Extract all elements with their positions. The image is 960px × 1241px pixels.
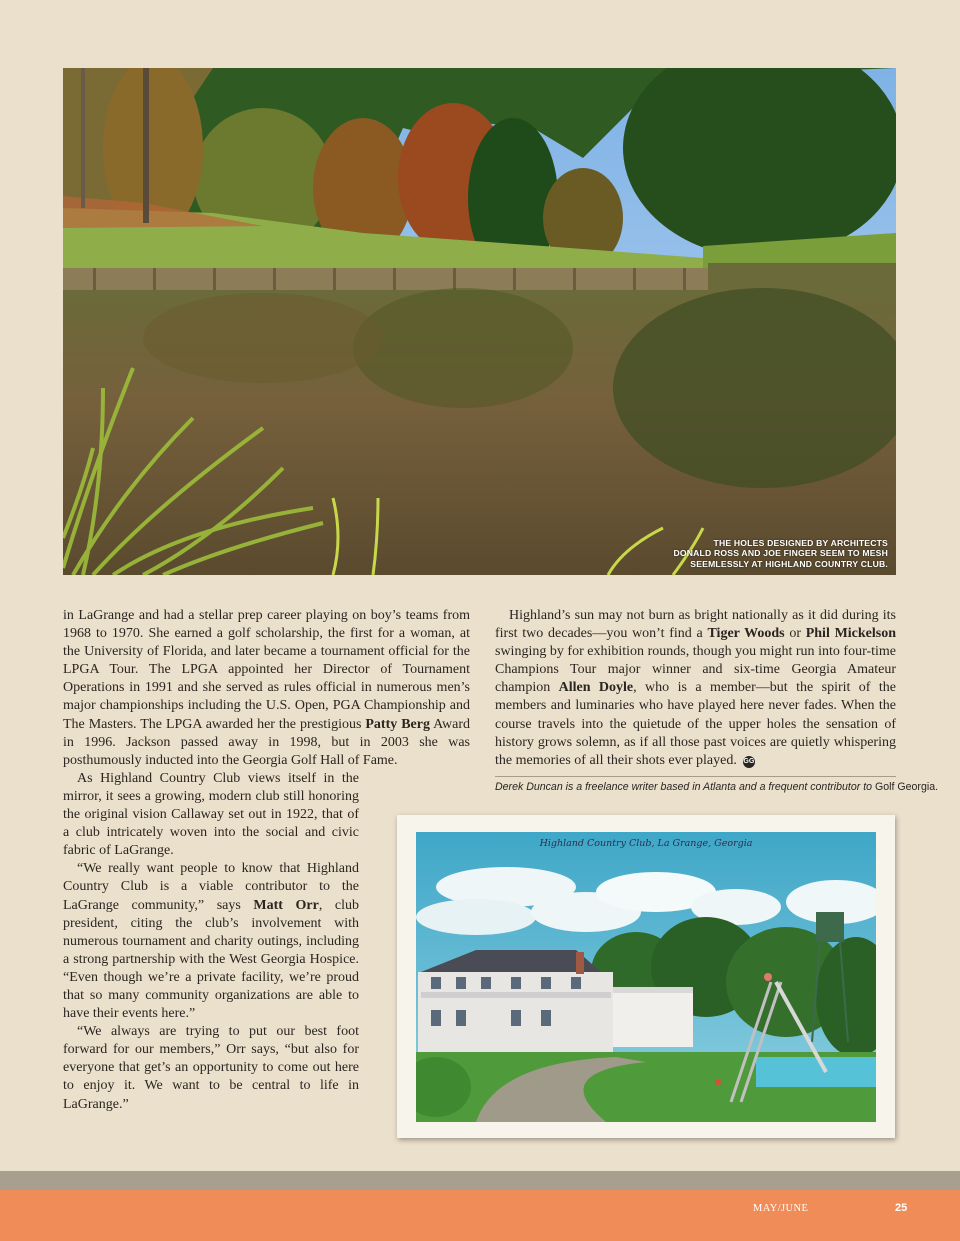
page-number: 25 — [895, 1202, 908, 1214]
postcard-title: Highland Country Club, La Grange, Georgia — [539, 838, 753, 849]
lake-photo-art — [63, 68, 896, 575]
right-column — [495, 607, 896, 770]
paragraph-text: , club president, citing the club’s involvement with numerous tournament and charity outings, including a strong partnership with the West Georgia Hospice. “Even though we’re a private facility, we’re proud that so many community organizations are able to have their events here.” — [63, 897, 360, 1022]
paragraph — [63, 860, 359, 1023]
paragraph-text: Highland’s sun may not burn as bright nationally as it did during its first two decades—you won’t find a — [495, 608, 896, 642]
paragraph — [495, 607, 896, 770]
magazine-name: Golf Georgia. — [875, 781, 939, 793]
paragraph — [63, 607, 470, 770]
footer-divider — [0, 1171, 960, 1190]
photo-caption: THE HOLES DESIGNED BY ARCHITECTS DONALD ROSS AND JOE FINGER SEEM TO MESH SEEMLESSLY AT HIGHLAND COUNTRY CLUB. — [673, 537, 888, 569]
bio-text: Derek Duncan is a freelance writer based in Atlanta and a frequent contributor to — [495, 781, 876, 793]
bold-name: Matt Orr — [253, 897, 319, 913]
bold-name: Allen Doyle — [558, 680, 634, 696]
bold-name: Tiger Woods — [707, 626, 785, 642]
paragraph-text: “We really want people to know that Highland Country Club is a viable contributor to the LaGrange community,” says — [63, 861, 359, 913]
paragraph: “We always are trying to put our best foot forward for our members,” Orr says, “but also for everyone that get’s an opportunity to come out here to enjoy it. We want to be central to life in LaGrange.” — [63, 1024, 359, 1112]
paragraph-text: in LaGrange and had a stellar prep career playing on boy’s teams from 1968 to 1970. She earned a golf scholarship, the first for a woman, at the University of Florida, and later became a tournament official for the LPGA Tour. The LPGA appointed her Director of Tournament Operations in 1991 and she served as rules official in numerous men’s major championships including the U.S. Open, PGA Championship and The Masters. The LPGA awarded her the prestigious — [63, 608, 470, 732]
postcard-image — [397, 815, 895, 1138]
paragraph: As Highland Country Club views itself in the mirror, it sees a growing, modern club still honoring the original vision Callaway set out in 1922, that of a club intricately woven into the social and civic fabric of LaGrange. — [63, 770, 359, 859]
footer — [0, 1190, 960, 1241]
paragraph-text: swinging by for exhibition rounds, though you might run into four-time Champions Tour major winner and six-time Georgia Amateur champion — [495, 644, 896, 696]
paragraph-text: or — [784, 626, 806, 642]
issue-label: MAY/JUNE — [753, 1203, 809, 1214]
end-mark-icon: GG — [743, 756, 755, 768]
postcard-illustration — [416, 832, 876, 1122]
author-bio — [495, 776, 939, 793]
lake-photo — [63, 68, 896, 575]
paragraph-text: , who is a member—but the spirit of the members and luminaries who have played here never fades. When the course travels into the quietude of the upper holes the sensation of history grows solemn, as if all those past voices are quietly whispering the memories of all their shots ever played. — [495, 680, 896, 768]
postcard-art — [416, 832, 876, 1122]
paragraph-text: Award in 1996. Jackson passed away in 1998, but in 2003 she was posthumously inducted into the Georgia Golf Hall of Fame. — [63, 716, 470, 768]
bold-name: Phil Mickelson — [805, 626, 897, 642]
bold-name: Patty Berg — [365, 716, 430, 732]
